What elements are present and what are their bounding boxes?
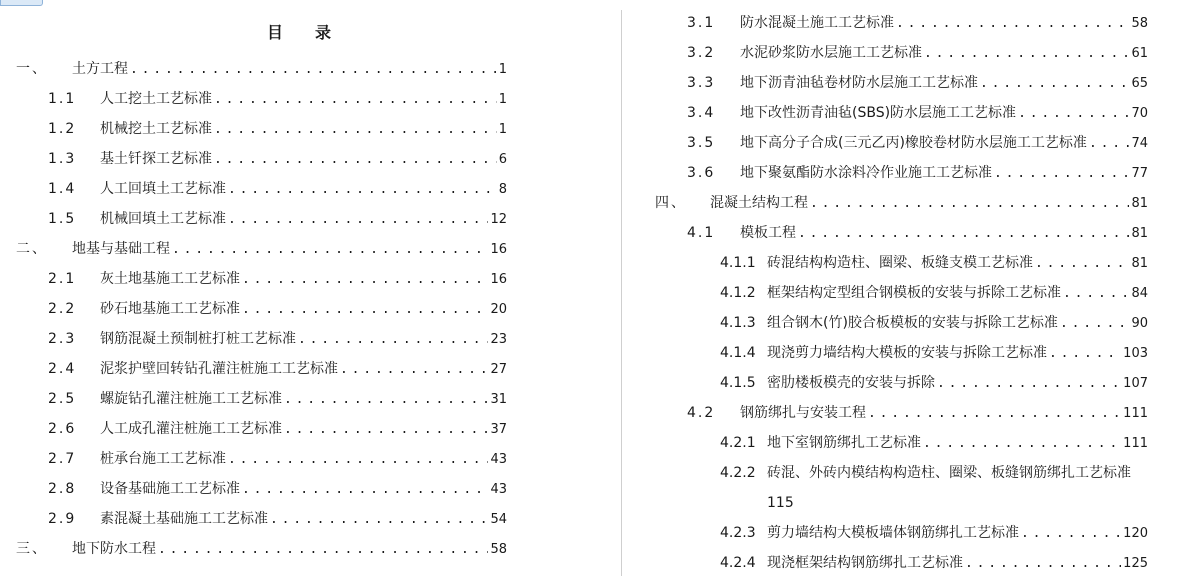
toc-leader-dots: [158, 539, 488, 559]
toc-entry[interactable]: [720, 283, 1148, 303]
toc-entry-page: 77: [1131, 166, 1148, 181]
title-char-2: 录: [315, 23, 334, 42]
toc-entry-title: 密肋楼板模壳的安装与拆除: [767, 375, 935, 391]
toc-entry-page: 37: [490, 422, 507, 437]
toc-entry[interactable]: [48, 179, 507, 199]
toc-entry-number: 4.1.3: [720, 315, 756, 331]
toc-entry-title: 人工挖土工艺标准: [100, 91, 212, 107]
toc-leader-dots: [130, 59, 497, 79]
toc-entry-number: 2.2: [48, 301, 77, 317]
toc-entry-number: 2.7: [48, 451, 77, 467]
toc-leader-dots: [980, 73, 1129, 93]
toc-leader-dots: [242, 299, 488, 319]
toc-entry-title: 砂石地基施工工艺标准: [100, 301, 240, 317]
toc-entry-page: 12: [490, 212, 507, 227]
toc-leader-dots: [937, 373, 1121, 393]
toc-entry-page: 27: [490, 362, 507, 377]
toc-entry[interactable]: [48, 299, 507, 319]
toc-entry[interactable]: [48, 509, 507, 529]
selection-handle[interactable]: [0, 0, 43, 6]
toc-entry-page: 90: [1131, 316, 1148, 331]
toc-entry-number: 3.4: [687, 105, 716, 121]
toc-entry-page: 81: [1131, 226, 1148, 241]
toc-entry-title: 地下聚氨酯防水涂料冷作业施工工艺标准: [740, 165, 992, 181]
toc-entry-title: 水泥砂浆防水层施工工艺标准: [740, 45, 922, 61]
toc-entry-title: 螺旋钻孔灌注桩施工工艺标准: [100, 391, 282, 407]
toc-entry[interactable]: [48, 269, 507, 289]
toc-entry-title: 人工成孔灌注桩施工工艺标准: [100, 421, 282, 437]
toc-leader-dots: [896, 13, 1129, 33]
toc-entry-title: 防水混凝土施工工艺标准: [740, 15, 894, 31]
toc-entry-page: 58: [1131, 16, 1148, 31]
toc-entry-page: 20: [490, 302, 507, 317]
toc-entry-number: 3.6: [687, 165, 716, 181]
toc-entry-page: 54: [490, 512, 507, 527]
toc-entry-title: 机械回填土工艺标准: [100, 211, 226, 227]
toc-entry[interactable]: [687, 103, 1148, 123]
toc-entry-number: 2.6: [48, 421, 77, 437]
toc-entry-title: 钢筋混凝土预制桩打桩工艺标准: [100, 331, 296, 347]
toc-entry-page: 1: [498, 122, 507, 137]
toc-entry-page: 84: [1131, 286, 1148, 301]
toc-entry[interactable]: [720, 373, 1148, 393]
title-char-1: 目: [266, 23, 285, 42]
toc-entry-page: 111: [1123, 406, 1148, 421]
toc-entry-page: 81: [1131, 256, 1148, 271]
toc-entry-number: 2.3: [48, 331, 77, 347]
toc-entry-title: 素混凝土基础施工工艺标准: [100, 511, 268, 527]
toc-entry-title: 设备基础施工工艺标准: [100, 481, 240, 497]
toc-entry[interactable]: [720, 433, 1148, 453]
toc-entry[interactable]: [720, 313, 1148, 333]
toc-entry-title: 现浇剪力墙结构大模板的安装与拆除工艺标准: [767, 345, 1047, 361]
toc-entry-page: 111: [1123, 436, 1148, 451]
toc-entry[interactable]: [16, 539, 507, 559]
toc-leader-dots: [340, 359, 488, 379]
toc-entry[interactable]: [687, 73, 1148, 93]
toc-entry-title: 模板工程: [740, 225, 796, 241]
toc-entry-number: 4.1.4: [720, 345, 756, 361]
toc-leader-dots: [228, 179, 497, 199]
toc-leader-dots: [810, 193, 1129, 213]
toc-entry-number: 4.2.2: [720, 465, 756, 481]
toc-entry-title: 土方工程: [72, 61, 128, 77]
toc-entry-page: 23: [490, 332, 507, 347]
toc-entry-number: 三、: [16, 541, 48, 557]
toc-entry[interactable]: [48, 449, 507, 469]
toc-entry-title: 砖混、外砖内模结构构造柱、圈梁、板缝钢筋绑扎工艺标准: [767, 465, 1131, 481]
toc-entry-page: 6: [498, 152, 507, 167]
toc-entry-title: 灰土地基施工工艺标准: [100, 271, 240, 287]
toc-entry-number: 4.2.3: [720, 525, 756, 541]
toc-entry[interactable]: [720, 553, 1148, 573]
toc-entry-title: 泥浆护壁回转钻孔灌注桩施工工艺标准: [100, 361, 338, 377]
toc-leader-dots: [228, 449, 488, 469]
toc-entry[interactable]: [720, 253, 1148, 273]
toc-leader-dots: [1060, 313, 1130, 333]
toc-entry-title: 钢筋绑扎与安装工程: [740, 405, 866, 421]
toc-leader-dots: [965, 553, 1121, 573]
toc-leader-dots: [228, 209, 488, 229]
toc-entry-title: 基土钎探工艺标准: [100, 151, 212, 167]
toc-entry-number: 4.1.1: [720, 255, 756, 271]
toc-entry-title: 地基与基础工程: [72, 241, 170, 257]
toc-leader-dots: [1089, 133, 1130, 153]
toc-entry[interactable]: [687, 133, 1148, 153]
toc-leader-dots: [242, 479, 488, 499]
toc-leader-dots: [298, 329, 488, 349]
toc-entry-number: 1.2: [48, 121, 77, 137]
toc-entry[interactable]: [687, 163, 1148, 183]
toc-entry[interactable]: [48, 329, 507, 349]
toc-entry[interactable]: [48, 479, 507, 499]
toc-entry-title: 人工回填土工艺标准: [100, 181, 226, 197]
toc-entry-page: 81: [1131, 196, 1148, 211]
toc-leader-dots: [798, 223, 1129, 243]
toc-leader-dots: [1021, 523, 1121, 543]
toc-leader-dots: [1049, 343, 1121, 363]
toc-entry[interactable]: [687, 223, 1148, 243]
toc-entry-number: 4.2.4: [720, 555, 756, 571]
toc-entry-number: 3.1: [687, 15, 716, 31]
toc-entry-page: 43: [490, 452, 507, 467]
toc-entry-title: 地下改性沥青油毡(SBS)防水层施工工艺标准: [740, 105, 1017, 121]
toc-entry[interactable]: [720, 523, 1148, 543]
toc-entry-page: 31: [490, 392, 507, 407]
toc-entry-title: 地下防水工程: [72, 541, 156, 557]
toc-leader-dots: [214, 89, 497, 109]
toc-entry[interactable]: [767, 493, 794, 513]
toc-entry-title: 现浇框架结构钢筋绑扎工艺标准: [767, 555, 963, 571]
toc-entry[interactable]: [48, 89, 507, 109]
toc-entry-page: 107: [1123, 376, 1148, 391]
toc-entry-page: 103: [1123, 346, 1148, 361]
toc-entry-title: 地下沥青油毡卷材防水层施工工艺标准: [740, 75, 978, 91]
toc-entry-number: 1.4: [48, 181, 77, 197]
toc-entry-page: 65: [1131, 76, 1148, 91]
toc-leader-dots: [214, 149, 497, 169]
toc-entry-number: 4.1.5: [720, 375, 756, 391]
toc-entry-number: 4.1: [687, 225, 716, 241]
toc-entry-title: 组合钢木(竹)胶合板模板的安装与拆除工艺标准: [767, 315, 1058, 331]
toc-entry-title: 地下高分子合成(三元乙丙)橡胶卷材防水层施工工艺标准: [740, 135, 1087, 151]
toc-entry-title: 地下室钢筋绑扎工艺标准: [767, 435, 921, 451]
toc-entry-page: 61: [1131, 46, 1148, 61]
toc-entry[interactable]: [48, 209, 507, 229]
page-title: [200, 20, 400, 44]
toc-entry-page: 58: [490, 542, 507, 557]
toc-leader-dots: [172, 239, 488, 259]
toc-entry[interactable]: [48, 149, 507, 169]
toc-entry[interactable]: [48, 419, 507, 439]
toc-entry-number: 一、: [16, 61, 48, 77]
toc-leader-dots: [214, 119, 497, 139]
toc-leader-dots: [284, 419, 488, 439]
toc-entry[interactable]: [720, 343, 1148, 363]
toc-entry-number: 3.3: [687, 75, 716, 91]
toc-leader-dots: [868, 403, 1121, 423]
toc-entry[interactable]: [48, 119, 507, 139]
toc-entry[interactable]: [48, 389, 507, 409]
toc-leader-dots: [1063, 283, 1129, 303]
toc-entry-page: 43: [490, 482, 507, 497]
toc-entry-number: 2.9: [48, 511, 77, 527]
toc-entry-title: 砖混结构构造柱、圈梁、板缝支模工艺标准: [767, 255, 1033, 271]
toc-entry-number: 3.2: [687, 45, 716, 61]
toc-entry-page: 74: [1131, 136, 1148, 151]
toc-leader-dots: [270, 509, 488, 529]
toc-entry-number: 4.2: [687, 405, 716, 421]
toc-entry[interactable]: [16, 239, 507, 259]
toc-entry-title: 桩承台施工工艺标准: [100, 451, 226, 467]
toc-entry-number: 4.2.1: [720, 435, 756, 451]
toc-entry-number: 4.1.2: [720, 285, 756, 301]
toc-entry[interactable]: [687, 43, 1148, 63]
toc-entry-title: 混凝土结构工程: [710, 195, 808, 211]
toc-leader-dots: [923, 433, 1121, 453]
toc-leader-dots: [284, 389, 488, 409]
toc-entry-number: 二、: [16, 241, 48, 257]
toc-entry-number: 2.5: [48, 391, 77, 407]
toc-leader-dots: [994, 163, 1129, 183]
toc-leader-dots: [924, 43, 1129, 63]
toc-entry[interactable]: [687, 13, 1148, 33]
toc-entry[interactable]: [687, 403, 1148, 423]
toc-entry-page: 125: [1123, 556, 1148, 571]
toc-entry-page: 8: [498, 182, 507, 197]
toc-entry-number: 2.4: [48, 361, 77, 377]
toc-entry-number: 3.5: [687, 135, 716, 151]
toc-leader-dots: [1035, 253, 1129, 273]
page-divider: [621, 10, 622, 576]
toc-entry-page: 1: [498, 62, 507, 77]
toc-entry-continuation: 115: [767, 495, 794, 511]
toc-entry-page: 70: [1131, 106, 1148, 121]
toc-entry-number: 四、: [655, 195, 687, 211]
toc-entry[interactable]: [655, 193, 1148, 213]
toc-entry[interactable]: [16, 59, 507, 79]
toc-entry-page: 16: [490, 272, 507, 287]
toc-entry-title: 机械挖土工艺标准: [100, 121, 212, 137]
toc-entry-title: 剪力墙结构大模板墙体钢筋绑扎工艺标准: [767, 525, 1019, 541]
toc-leader-dots: [242, 269, 488, 289]
toc-entry-page: 16: [490, 242, 507, 257]
toc-entry-number: 1.1: [48, 91, 77, 107]
toc-leader-dots: [1018, 103, 1129, 123]
toc-entry-number: 2.8: [48, 481, 77, 497]
toc-entry-title: 框架结构定型组合钢模板的安装与拆除工艺标准: [767, 285, 1061, 301]
toc-entry[interactable]: [48, 359, 507, 379]
toc-entry-page: 120: [1123, 526, 1148, 541]
toc-entry-number: 2.1: [48, 271, 77, 287]
toc-entry[interactable]: [720, 463, 1148, 483]
toc-entry-page: 1: [498, 92, 507, 107]
toc-entry-number: 1.3: [48, 151, 77, 167]
toc-entry-number: 1.5: [48, 211, 77, 227]
